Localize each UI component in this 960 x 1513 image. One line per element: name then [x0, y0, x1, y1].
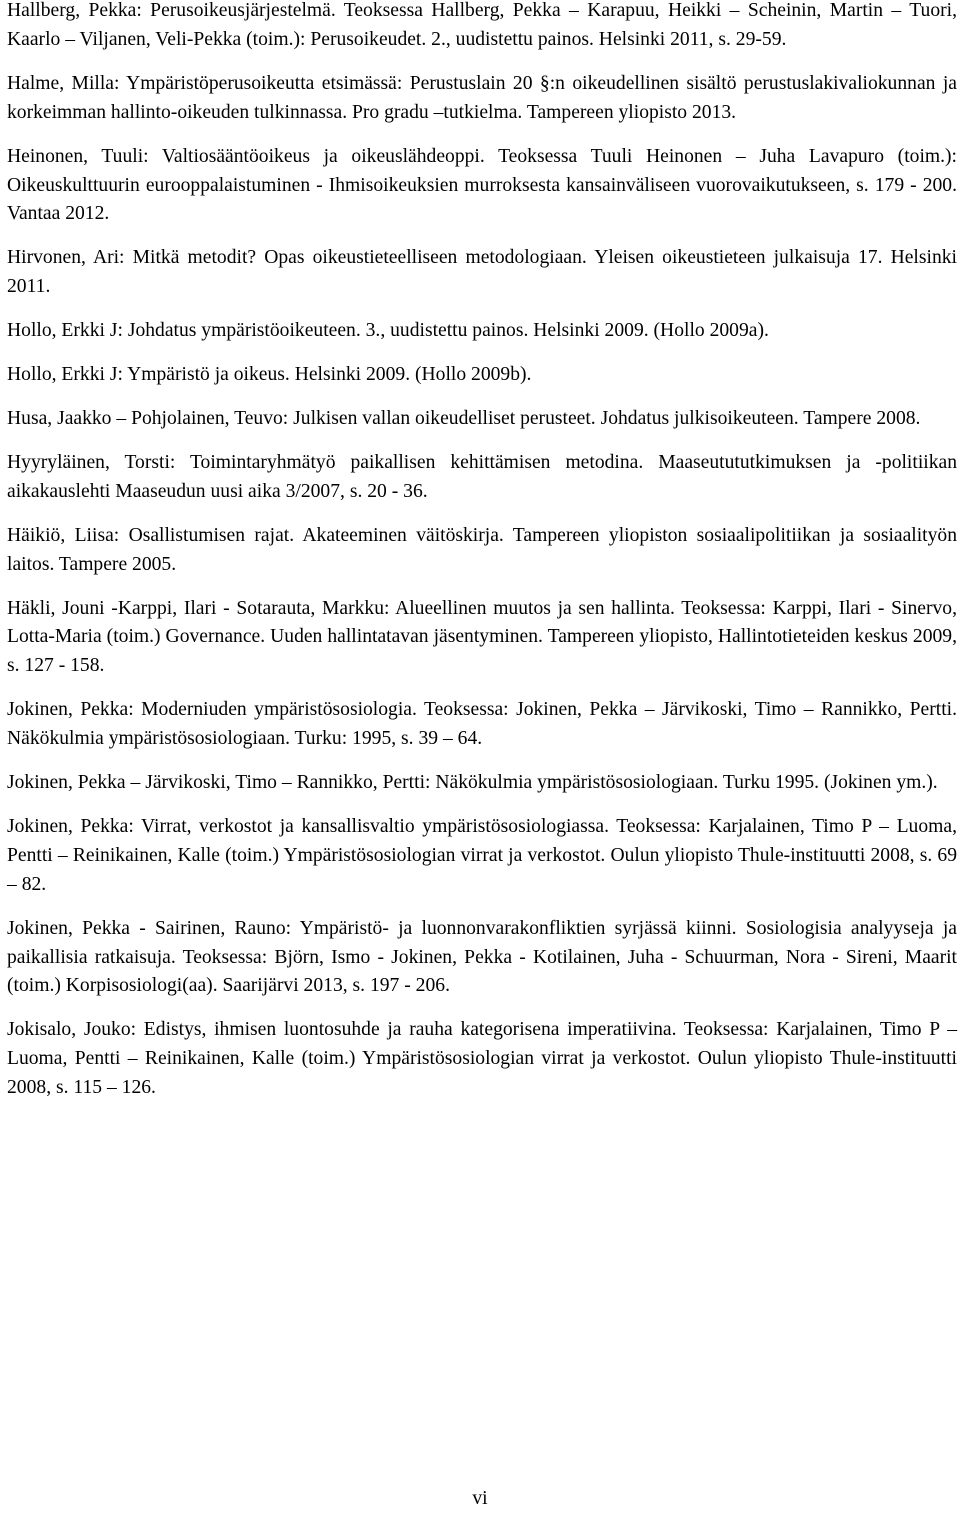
reference-entry: Heinonen, Tuuli: Valtiosääntöoikeus ja oikeuslähdeoppi. Teoksessa Tuuli Heinonen – Juha Lavapuro (toim.): Oikeuskulttuurin eurooppalaistuminen - Ihmisoikeuksien murroksesta kansainväliseen vuorovaikutukseen, s. 179 - 200. Vantaa 2012.	[7, 145, 957, 225]
reference-entry: Halme, Milla: Ympäristöperusoikeutta etsimässä: Perustuslain 20 §:n oikeudellinen sisältö perustuslakivaliokunnan ja korkeimman hallinto-oikeuden tulkinnassa. Pro gradu –tutkielma. Tampereen yliopisto 2013.	[7, 72, 957, 123]
reference-entry: Jokisalo, Jouko: Edistys, ihmisen luontosuhde ja rauha kategorisena imperatiivina. Teoksessa: Karjalainen, Timo P – Luoma, Pentti – Reinikainen, Kalle (toim.) Ympäristösosiologian virrat ja verkostot. Oulun yliopisto Thule-instituutti 2008, s. 115 – 126.	[7, 1019, 957, 1099]
reference-entry: Husa, Jaakko – Pohjolainen, Teuvo: Julkisen vallan oikeudelliset perusteet. Johdatus julkisoikeuteen. Tampere 2008.	[7, 407, 921, 429]
page-number: vi	[472, 1488, 488, 1509]
reference-entry: Jokinen, Pekka – Järvikoski, Timo – Rannikko, Pertti: Näkökulmia ympäristösosiologiaan. Turku 1995. (Jokinen ym.).	[7, 772, 938, 794]
reference-entry: Jokinen, Pekka: Virrat, verkostot ja kansallisvaltio ympäristösosiologiassa. Teoksessa: Karjalainen, Timo P – Luoma, Pentti – Reinikainen, Kalle (toim.) Ympäristösosiologian virrat ja verkostot. Oulun yliopisto Thule-instituutti 2008, s. 69 – 82.	[7, 815, 957, 895]
reference-entry: Hallberg, Pekka: Perusoikeusjärjestelmä. Teoksessa Hallberg, Pekka – Karapuu, Heikki – Scheinin, Martin – Tuori, Kaarlo – Viljanen, Veli-Pekka (toim.): Perusoikeudet. 2., uudistettu painos. Helsinki 2011, s. 29-59.	[7, 0, 957, 50]
reference-entry: Hirvonen, Ari: Mitkä metodit? Opas oikeustieteelliseen metodologiaan. Yleisen oikeustieteen julkaisuja 17. Helsinki 2011.	[7, 247, 957, 298]
reference-entry: Hollo, Erkki J: Johdatus ympäristöoikeuteen. 3., uudistettu painos. Helsinki 2009. (Hollo 2009a).	[7, 320, 769, 342]
reference-entry: Jokinen, Pekka - Sairinen, Rauno: Ympäristö- ja luonnonvarakonfliktien syrjässä kiinni. Sosiologisia analyyseja ja paikallisia ratkaisuja. Teoksessa: Björn, Ismo - Jokinen, Pekka - Kotilainen, Juha - Schuurman, Nora - Sireni, Maarit (toim.) Korpisosiologi(aa). Saarijärvi 2013, s. 197 - 206.	[7, 917, 957, 997]
reference-entry: Hollo, Erkki J: Ympäristö ja oikeus. Helsinki 2009. (Hollo 2009b).	[7, 364, 532, 386]
reference-entry: Jokinen, Pekka: Moderniuden ympäristösosiologia. Teoksessa: Jokinen, Pekka – Järvikoski, Timo – Rannikko, Pertti. Näkökulmia ympäristösosiologiaan. Turku: 1995, s. 39 – 64.	[7, 699, 957, 750]
reference-entry: Häkli, Jouni -Karppi, Ilari - Sotarauta, Markku: Alueellinen muutos ja sen hallinta. Teoksessa: Karppi, Ilari - Sinervo, Lotta-Maria (toim.) Governance. Uuden hallintatavan jäsentyminen. Tampereen yliopisto, Hallintotieteiden keskus 2009, s. 127 - 158.	[7, 597, 957, 677]
reference-entry: Häikiö, Liisa: Osallistumisen rajat. Akateeminen väitöskirja. Tampereen yliopiston sosiaalipolitiikan ja sosiaalityön laitos. Tampere 2005.	[7, 524, 957, 575]
reference-entry: Hyyryläinen, Torsti: Toimintaryhmätyö paikallisen kehittämisen metodina. Maaseutututkimuksen ja -politiikan aikakauslehti Maaseudun uusi aika 3/2007, s. 20 - 36.	[7, 451, 957, 502]
reference-list	[7, 0, 957, 1118]
